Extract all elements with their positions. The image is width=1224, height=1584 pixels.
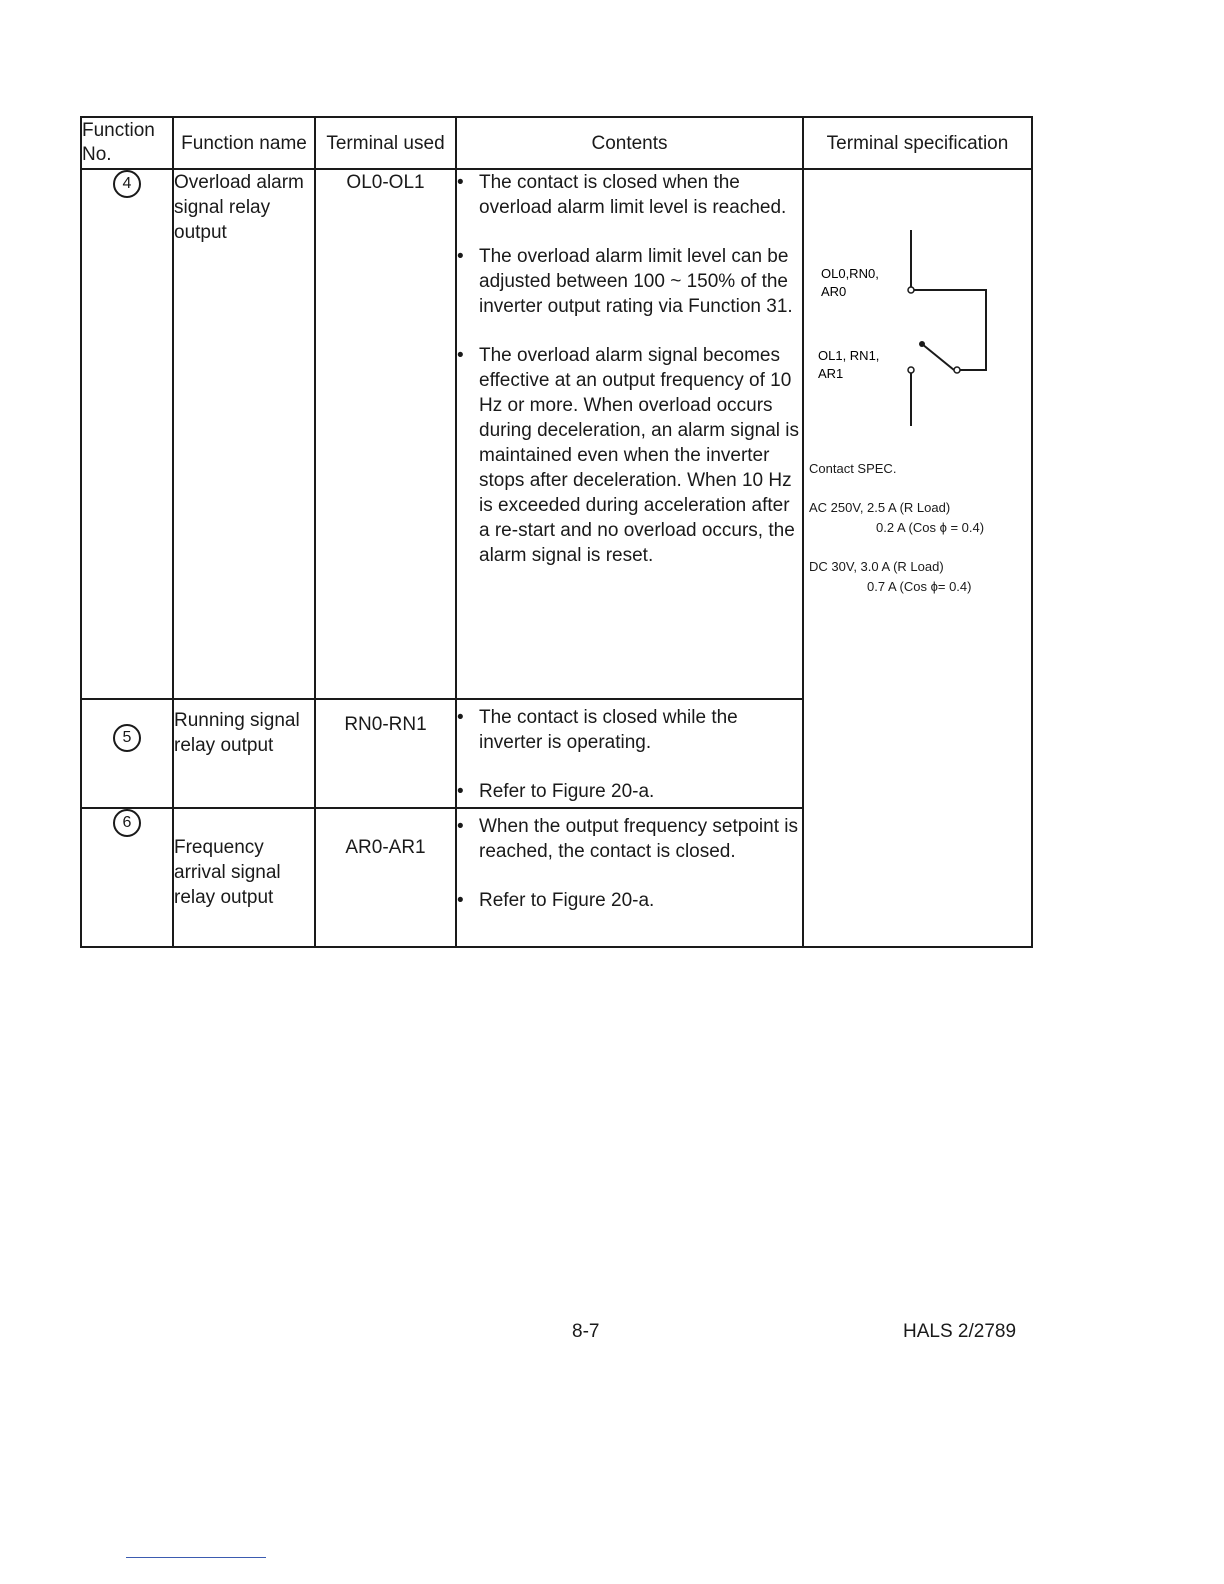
function-name: Overload alarm signal relay output (173, 169, 315, 699)
terminal-used: AR0-AR1 (315, 808, 456, 947)
contents-cell (456, 169, 803, 699)
header-terminal-spec: Terminal specification (803, 117, 1032, 169)
bullet-item (457, 888, 802, 913)
bullet-text: The overload alarm signal becomes effective at an output frequency of 10 Hz or more. When overload occurs during deceleration, an alarm signal is maintained even when the inverter stops after deceleration. When 10 Hz is exceeded during acceleration after a re-start and no overload occurs, the alarm signal is reset. (479, 345, 800, 566)
table-header-row (81, 117, 1032, 169)
bullet-icon: • (457, 707, 464, 728)
dc-spec-line-2: 0.7 A (Cos ϕ= 0.4) (867, 579, 972, 594)
function-no-cell (81, 169, 173, 699)
function-no-cell (81, 808, 173, 947)
function-number: 6 (113, 809, 141, 837)
bullet-icon: • (457, 890, 464, 911)
bullet-text: When the output frequency setpoint is reached, the contact is closed. (479, 816, 798, 862)
bullet-item (457, 705, 802, 755)
terminal-0-node (908, 287, 914, 293)
bullet-icon: • (457, 816, 464, 837)
function-name: Frequency arrival signal relay output (173, 808, 315, 947)
diagram-top-label-2: AR0 (821, 284, 847, 299)
diagram-top-label-1: OL0,RN0, (821, 266, 879, 281)
terminal-used: OL0-OL1 (315, 169, 456, 699)
ac-spec-line-1: AC 250V, 2.5 A (R Load) (809, 500, 951, 515)
page-number: 8-7 (572, 1321, 600, 1342)
function-number: 4 (113, 170, 141, 198)
header-function-name: Function name (173, 117, 315, 169)
diagram-bottom-label-1: OL1, RN1, (818, 348, 880, 363)
document-id: HALS 2/2789 (903, 1321, 1017, 1342)
bullet-text: Refer to Figure 20-a. (479, 890, 655, 911)
contact-loop-wire (914, 290, 986, 370)
terminal-1-node (908, 367, 914, 373)
contents-cell (456, 808, 803, 947)
terminal-used: RN0-RN1 (315, 699, 456, 808)
relay-contact-diagram (804, 170, 1033, 381)
header-function-no: Function No. (81, 117, 173, 169)
header-contents: Contents (456, 117, 803, 169)
function-no-cell (81, 699, 173, 808)
terminal-spec-cell (803, 169, 1032, 947)
table-row (81, 169, 1032, 699)
bullet-item (457, 170, 802, 220)
bullet-icon: • (457, 345, 464, 366)
diagram-bottom-label-2: AR1 (818, 366, 844, 381)
bullet-text: The contact is closed when the overload alarm limit level is reached. (479, 172, 787, 218)
contact-spec-title: Contact SPEC. (809, 461, 897, 476)
dc-spec-line-1: DC 30V, 3.0 A (R Load) (809, 559, 944, 574)
header-terminal-used: Terminal used (315, 117, 456, 169)
bullet-text: The overload alarm limit level can be adjusted between 100 ~ 150% of the inverter output rating via Function 31. (479, 246, 793, 317)
relay-switch-arm (922, 344, 954, 370)
function-table (80, 116, 1033, 948)
function-name: Running signal relay output (173, 699, 315, 808)
footer-rule (126, 1557, 266, 1558)
bullet-item (457, 779, 802, 804)
switch-pivot (919, 341, 925, 347)
bullet-item (457, 814, 802, 864)
bullet-item (457, 244, 802, 319)
switch-contact-node (954, 367, 960, 373)
function-number: 5 (113, 724, 141, 752)
bullet-text: The contact is closed while the inverter is operating. (479, 707, 738, 753)
bullet-item (457, 343, 802, 568)
bullet-text: Refer to Figure 20-a. (479, 781, 655, 802)
contents-cell (456, 699, 803, 808)
bullet-icon: • (457, 246, 464, 267)
bullet-icon: • (457, 172, 464, 193)
ac-spec-line-2: 0.2 A (Cos ϕ = 0.4) (876, 520, 985, 535)
bullet-icon: • (457, 781, 464, 802)
